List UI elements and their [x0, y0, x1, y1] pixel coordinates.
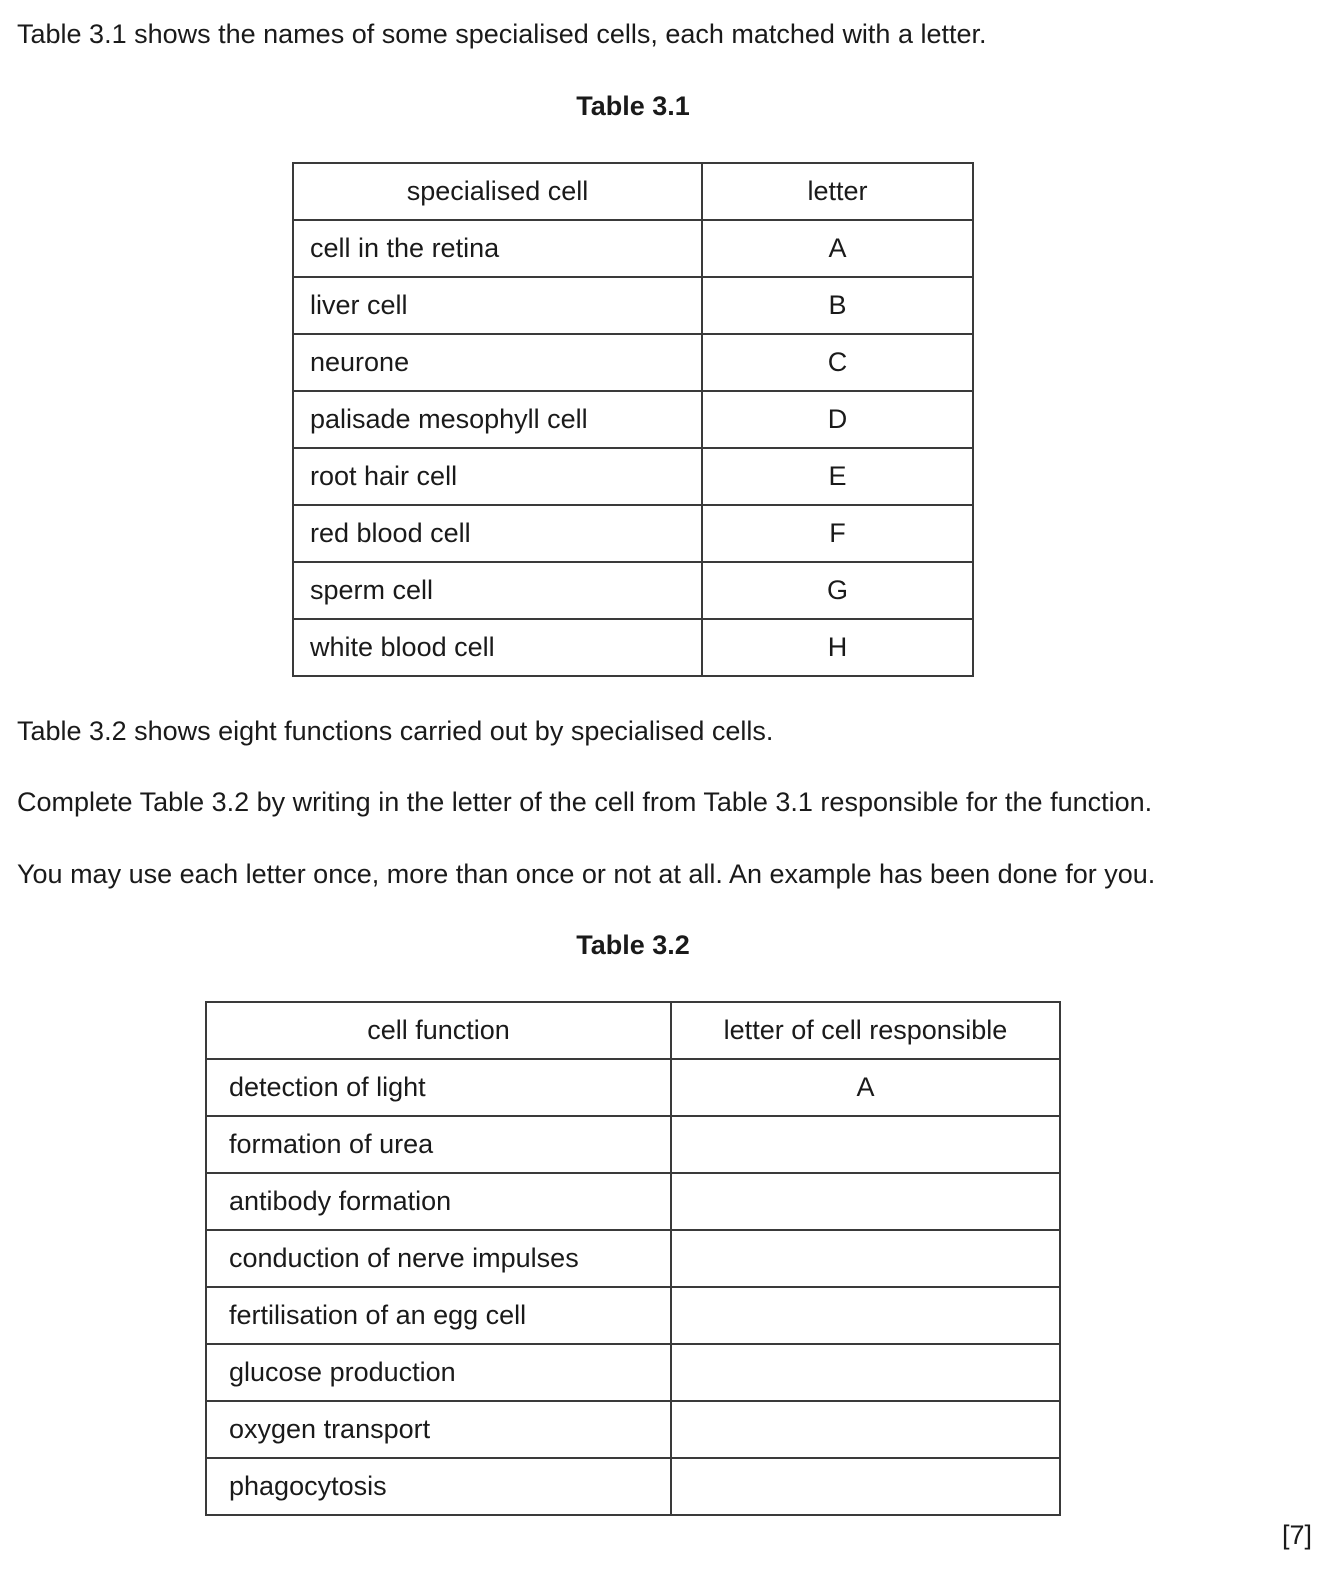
table-row — [293, 391, 973, 448]
answer-cell[interactable] — [671, 1173, 1060, 1230]
cell-name: red blood cell — [293, 505, 702, 562]
cell-function: phagocytosis — [206, 1458, 671, 1515]
table-row — [293, 505, 973, 562]
specialised-cells-table — [292, 162, 974, 677]
column-header-letter-of-cell-responsible: letter of cell responsible — [671, 1002, 1060, 1059]
cell-letter: B — [702, 277, 973, 334]
answer-cell[interactable] — [671, 1458, 1060, 1515]
table-row — [293, 448, 973, 505]
cell-function: antibody formation — [206, 1173, 671, 1230]
answer-cell[interactable] — [671, 1344, 1060, 1401]
answer-cell[interactable] — [671, 1230, 1060, 1287]
example-answer-cell: A — [671, 1059, 1060, 1116]
table-row — [206, 1458, 1060, 1515]
table-row — [293, 619, 973, 676]
cell-letter: A — [702, 220, 973, 277]
answer-cell[interactable] — [671, 1287, 1060, 1344]
table-row — [293, 334, 973, 391]
cell-function: formation of urea — [206, 1116, 671, 1173]
column-header-letter: letter — [702, 163, 973, 220]
table-3-2-description: Table 3.2 shows eight functions carried out by specialised cells. — [17, 716, 774, 746]
cell-letter: C — [702, 334, 973, 391]
instruction-text: Complete Table 3.2 by writing in the letter of the cell from Table 3.1 responsible for the function. — [17, 787, 1153, 817]
table-row — [206, 1230, 1060, 1287]
cell-letter: D — [702, 391, 973, 448]
cell-name: liver cell — [293, 277, 702, 334]
cell-name: palisade mesophyll cell — [293, 391, 702, 448]
table-3-2-caption: Table 3.2 — [576, 930, 690, 960]
cell-function: conduction of nerve impulses — [206, 1230, 671, 1287]
table-row — [293, 562, 973, 619]
table-row — [206, 1059, 1060, 1116]
marks-indicator: [7] — [1281, 1520, 1312, 1550]
table-row — [206, 1173, 1060, 1230]
example-note: You may use each letter once, more than once or not at all. An example has been done for you. — [17, 859, 1156, 889]
table-header-row — [206, 1002, 1060, 1059]
intro-text: Table 3.1 shows the names of some specialised cells, each matched with a letter. — [17, 19, 987, 49]
table-row — [206, 1401, 1060, 1458]
cell-name: neurone — [293, 334, 702, 391]
answer-cell[interactable] — [671, 1116, 1060, 1173]
cell-function: oxygen transport — [206, 1401, 671, 1458]
cell-name: sperm cell — [293, 562, 702, 619]
table-row — [293, 277, 973, 334]
table-row — [206, 1116, 1060, 1173]
cell-name: white blood cell — [293, 619, 702, 676]
cell-letter: F — [702, 505, 973, 562]
cell-name: cell in the retina — [293, 220, 702, 277]
cell-letter: E — [702, 448, 973, 505]
cell-name: root hair cell — [293, 448, 702, 505]
column-header-specialised-cell: specialised cell — [293, 163, 702, 220]
cell-function: detection of light — [206, 1059, 671, 1116]
table-row — [293, 220, 973, 277]
cell-function: fertilisation of an egg cell — [206, 1287, 671, 1344]
table-header-row — [293, 163, 973, 220]
cell-functions-table — [205, 1001, 1061, 1516]
table-row — [206, 1287, 1060, 1344]
table-row — [206, 1344, 1060, 1401]
table-3-1-caption: Table 3.1 — [576, 91, 690, 121]
column-header-cell-function: cell function — [206, 1002, 671, 1059]
answer-cell[interactable] — [671, 1401, 1060, 1458]
cell-function: glucose production — [206, 1344, 671, 1401]
cell-letter: G — [702, 562, 973, 619]
cell-letter: H — [702, 619, 973, 676]
